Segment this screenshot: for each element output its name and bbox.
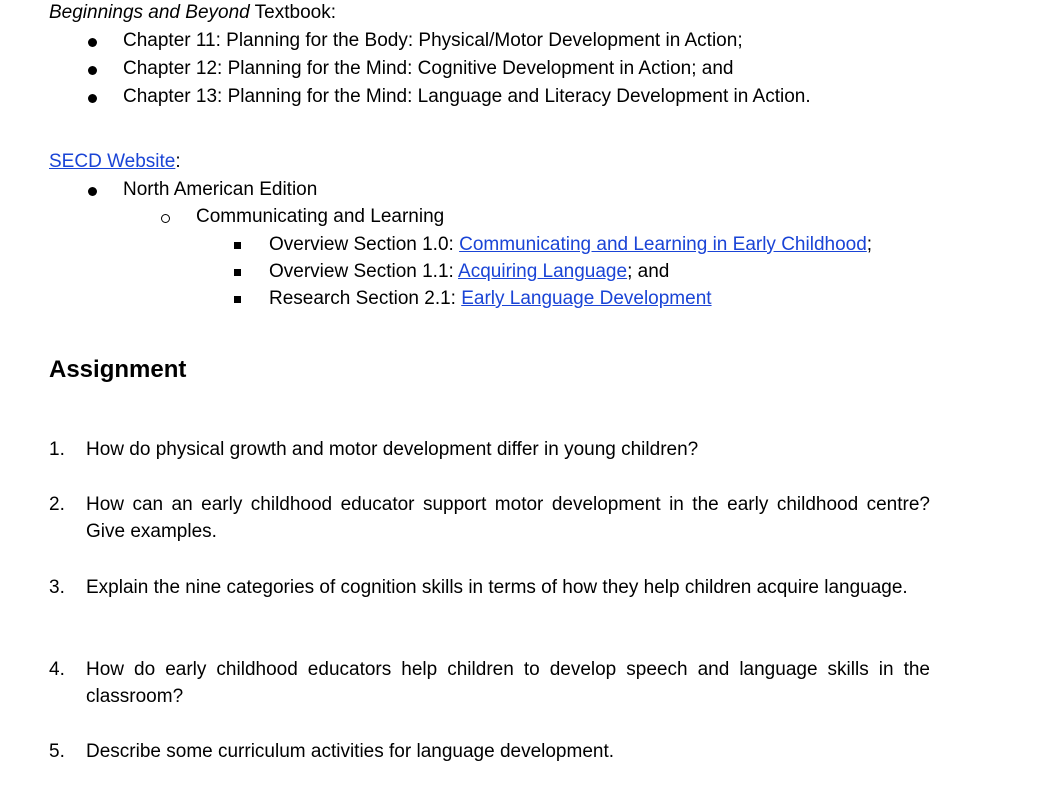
bullet-icon: [88, 66, 97, 75]
textbook-title: Beginnings and Beyond: [49, 2, 250, 23]
bullet-icon: [88, 94, 97, 103]
topic-item: Communicating and Learning: [196, 206, 445, 227]
section-suffix: ; and: [627, 261, 670, 282]
question-text: How can an early childhood educator support motor development in the early childhood centre? Give examples.: [86, 494, 930, 542]
question-number: 4.: [49, 659, 65, 680]
question-number: 5.: [49, 741, 65, 762]
section-suffix: ;: [866, 234, 873, 255]
bullet-icon: [88, 38, 97, 47]
question-text: Explain the nine categories of cognition skills in terms of how they help children acquire language.: [86, 577, 908, 598]
section-item: [269, 234, 872, 257]
question-text: Describe some curriculum activities for language development.: [86, 741, 615, 762]
website-suffix: :: [175, 151, 181, 172]
section-prefix: Overview Section 1.0:: [269, 234, 460, 255]
textbook-heading: [49, 2, 336, 25]
chapter-item: Chapter 12: Planning for the Mind: Cognitive Development in Action; and: [123, 58, 734, 79]
chapter-item: Chapter 11: Planning for the Body: Physical/Motor Development in Action;: [123, 30, 743, 51]
chapter-item: Chapter 13: Planning for the Mind: Language and Literacy Development in Action.: [123, 86, 811, 107]
section-item: [269, 261, 669, 284]
website-heading: [49, 151, 181, 174]
edition-item: North American Edition: [123, 179, 318, 200]
secd-website-link[interactable]: SECD Website: [49, 151, 176, 172]
question-text: How do early childhood educators help children to develop speech and language skills in the classroom?: [86, 659, 930, 707]
question-text: How do physical growth and motor development differ in young children?: [86, 439, 699, 460]
textbook-title-suffix: Textbook:: [249, 2, 336, 23]
question-number: 3.: [49, 577, 65, 598]
section-link-communicating[interactable]: Communicating and Learning in Early Childhood: [459, 234, 867, 255]
question-number: 1.: [49, 439, 65, 460]
square-bullet-icon: [234, 296, 241, 303]
circle-bullet-icon: [161, 214, 170, 223]
section-item: [269, 288, 712, 311]
section-prefix: Overview Section 1.1:: [269, 261, 459, 282]
section-prefix: Research Section 2.1:: [269, 288, 462, 309]
assignment-heading: Assignment: [49, 356, 187, 383]
section-link-early-language[interactable]: Early Language Development: [461, 288, 712, 309]
bullet-icon: [88, 187, 97, 196]
question-number: 2.: [49, 494, 65, 515]
square-bullet-icon: [234, 269, 241, 276]
section-link-acquiring[interactable]: Acquiring Language: [458, 261, 628, 282]
square-bullet-icon: [234, 242, 241, 249]
